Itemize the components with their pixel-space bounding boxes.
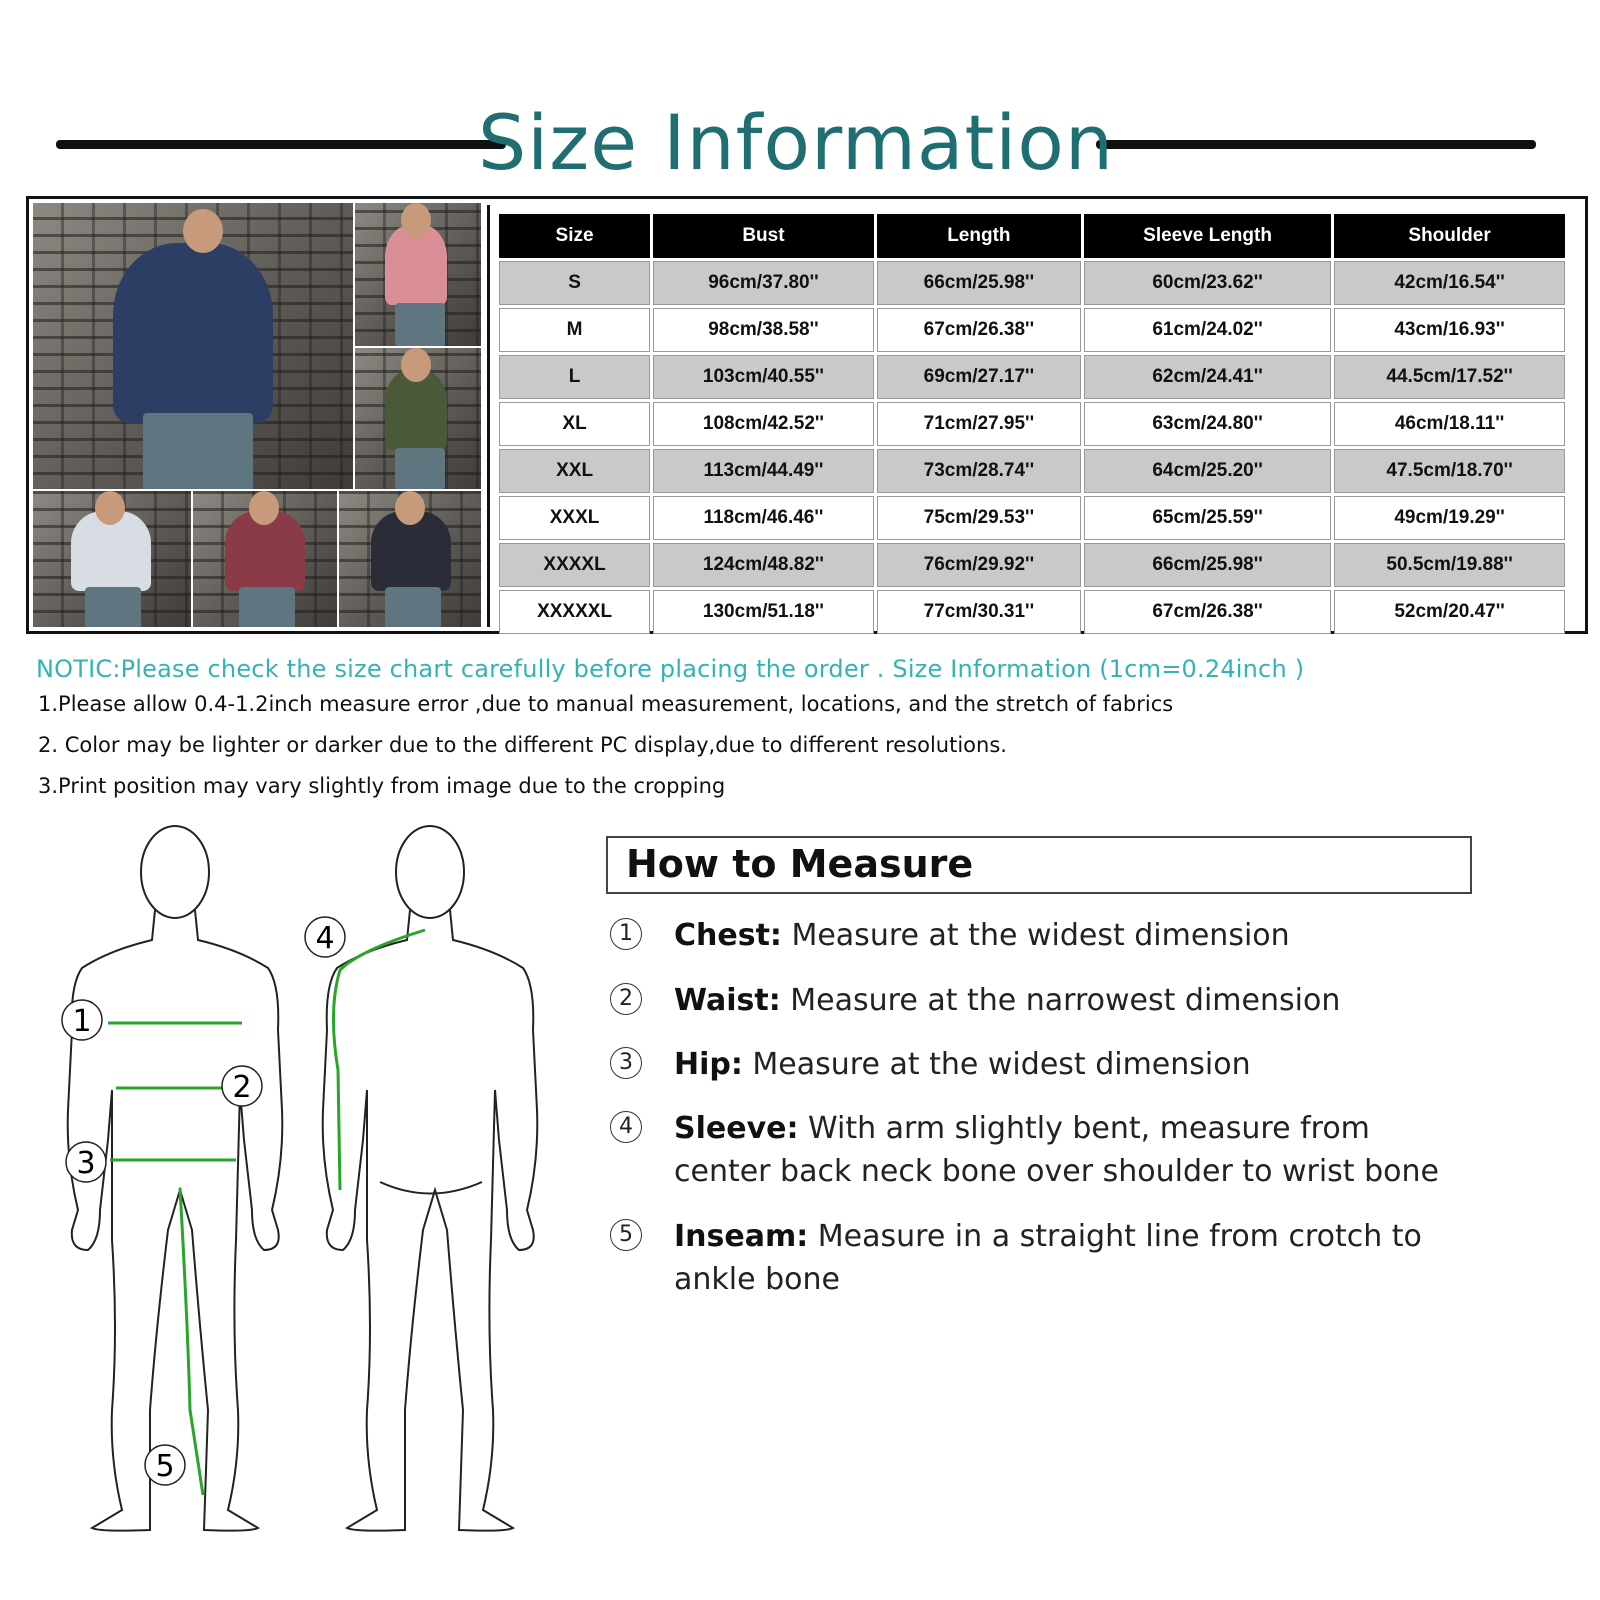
table-row xyxy=(499,308,1565,352)
table-cell: L xyxy=(499,355,650,399)
table-cell: 96cm/37.80'' xyxy=(653,261,874,305)
table-cell: 61cm/24.02'' xyxy=(1084,308,1331,352)
marker-3: 3 xyxy=(76,1146,96,1181)
product-photo-collage xyxy=(33,203,481,627)
table-header-row xyxy=(499,214,1565,258)
size-table-wrap xyxy=(487,205,1577,627)
table-row xyxy=(499,496,1565,540)
header-sleeve-length: Sleeve Length xyxy=(1084,214,1331,258)
step-hip xyxy=(606,1047,1506,1097)
note-2: 2. Color may be lighter or darker due to the different PC display,due to different resolutions. xyxy=(38,733,1007,757)
front-body-outline xyxy=(68,826,283,1531)
note-1: 1.Please allow 0.4-1.2inch measure error ,due to manual measurement, locations, and the stretch of fabrics xyxy=(38,692,1174,716)
table-cell: 42cm/16.54'' xyxy=(1334,261,1565,305)
header-length: Length xyxy=(877,214,1081,258)
marker-1: 1 xyxy=(72,1004,92,1039)
table-cell: 60cm/23.62'' xyxy=(1084,261,1331,305)
table-row xyxy=(499,402,1565,446)
table-cell: 65cm/25.59'' xyxy=(1084,496,1331,540)
table-cell: 47.5cm/18.70'' xyxy=(1334,449,1565,493)
table-cell: XXXXXL xyxy=(499,590,650,634)
table-cell: 46cm/18.11'' xyxy=(1334,402,1565,446)
table-cell: 76cm/29.92'' xyxy=(877,543,1081,587)
table-cell: XXXL xyxy=(499,496,650,540)
step-text: Waist: Measure at the narrowest dimension xyxy=(674,983,1341,1018)
product-photo-olive xyxy=(355,348,481,489)
table-cell: 124cm/48.82'' xyxy=(653,543,874,587)
table-cell: 98cm/38.58'' xyxy=(653,308,874,352)
size-chart-frame xyxy=(26,196,1588,634)
step-number: 2 xyxy=(610,983,642,1015)
table-cell: 66cm/25.98'' xyxy=(1084,543,1331,587)
step-text: Sleeve: With arm slightly bent, measure from center back neck bone over shoulder to wrist bone xyxy=(674,1111,1439,1189)
how-to-measure-box xyxy=(606,836,1472,894)
step-text: Inseam: Measure in a straight line from crotch to ankle bone xyxy=(674,1219,1422,1297)
step-number: 1 xyxy=(610,918,642,950)
step-waist xyxy=(606,983,1506,1033)
table-cell: 69cm/27.17'' xyxy=(877,355,1081,399)
table-cell: S xyxy=(499,261,650,305)
table-row xyxy=(499,355,1565,399)
note-3: 3.Print position may vary slightly from image due to the cropping xyxy=(38,774,726,798)
step-text: Hip: Measure at the widest dimension xyxy=(674,1047,1251,1082)
header-size: Size xyxy=(499,214,650,258)
table-cell: 43cm/16.93'' xyxy=(1334,308,1565,352)
table-cell: 103cm/40.55'' xyxy=(653,355,874,399)
header-shoulder: Shoulder xyxy=(1334,214,1565,258)
table-cell: 63cm/24.80'' xyxy=(1084,402,1331,446)
page-title: Size Information xyxy=(477,98,1115,187)
header-bust: Bust xyxy=(653,214,874,258)
size-table xyxy=(496,211,1568,637)
table-cell: 49cm/19.29'' xyxy=(1334,496,1565,540)
step-sleeve xyxy=(606,1111,1506,1201)
table-cell: XXL xyxy=(499,449,650,493)
measurement-lines xyxy=(108,930,425,1495)
table-row xyxy=(499,543,1565,587)
table-cell: 64cm/25.20'' xyxy=(1084,449,1331,493)
table-cell: XXXXL xyxy=(499,543,650,587)
step-inseam xyxy=(606,1219,1506,1309)
table-cell: 71cm/27.95'' xyxy=(877,402,1081,446)
table-cell: 77cm/30.31'' xyxy=(877,590,1081,634)
table-cell: 108cm/42.52'' xyxy=(653,402,874,446)
step-number: 4 xyxy=(610,1111,642,1143)
title-row xyxy=(56,88,1536,198)
back-body-outline xyxy=(323,826,538,1531)
table-cell: 66cm/25.98'' xyxy=(877,261,1081,305)
step-number: 5 xyxy=(610,1219,642,1251)
table-cell: 67cm/26.38'' xyxy=(1084,590,1331,634)
table-cell: 44.5cm/17.52'' xyxy=(1334,355,1565,399)
marker-4: 4 xyxy=(315,921,335,956)
table-cell: 113cm/44.49'' xyxy=(653,449,874,493)
product-photo-pink xyxy=(355,203,481,346)
how-to-measure-title: How to Measure xyxy=(626,842,974,886)
table-cell: 75cm/29.53'' xyxy=(877,496,1081,540)
table-cell: 67cm/26.38'' xyxy=(877,308,1081,352)
table-cell: 52cm/20.47'' xyxy=(1334,590,1565,634)
step-text: Chest: Measure at the widest dimension xyxy=(674,918,1290,953)
notice-text: NOTIC:Please check the size chart carefully before placing the order . Size Information (1cm=0.24inch ) xyxy=(36,655,1305,683)
product-photo-black xyxy=(339,491,481,627)
product-photo-white xyxy=(33,491,191,627)
table-row xyxy=(499,590,1565,634)
table-cell: 118cm/46.46'' xyxy=(653,496,874,540)
table-cell: XL xyxy=(499,402,650,446)
figure-number-markers xyxy=(62,917,345,1485)
table-row xyxy=(499,261,1565,305)
table-cell: 62cm/24.41'' xyxy=(1084,355,1331,399)
product-photo-navy xyxy=(33,203,353,489)
table-cell: 73cm/28.74'' xyxy=(877,449,1081,493)
product-photo-burgundy xyxy=(193,491,337,627)
table-cell: 130cm/51.18'' xyxy=(653,590,874,634)
marker-2: 2 xyxy=(232,1070,252,1105)
measurement-figure xyxy=(0,810,580,1550)
table-cell: 50.5cm/19.88'' xyxy=(1334,543,1565,587)
table-row xyxy=(499,449,1565,493)
step-chest xyxy=(606,918,1506,968)
marker-5: 5 xyxy=(155,1449,175,1484)
step-number: 3 xyxy=(610,1047,642,1079)
table-cell: M xyxy=(499,308,650,352)
